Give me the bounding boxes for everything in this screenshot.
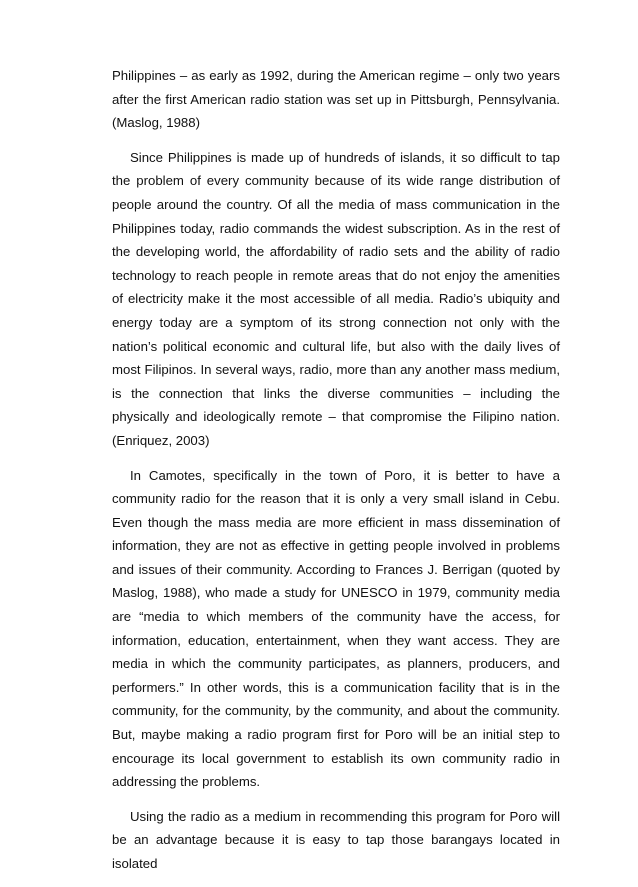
paragraph-using-the-radio: Using the radio as a medium in recommending this program for Poro will be an advantage because it is easy to tap those barangays located in isolated [112,808,560,871]
document-page [112,64,560,887]
paragraph-in-camotes: In Camotes, specifically in the town of Poro, it is better to have a community radio for the reason that it is only a very small island in Cebu. Even though the mass media are more efficient in mass dissemination of information, they are not as effective in getting people involved in problems and issues of their community. According to Frances J. Berrigan (quoted by Maslog, 1988), who made a study for UNESCO in 1979, community media are “media to which members of the community have the access, for information, education, entertainment, when they want access. They are media in which the community participates, as planners, producers, and performers.” In other words, this is a communication facility that is in the community, for the community, by the community, and about the community. But, maybe making a radio program first for Poro will be an initial step to encourage its local government to establish its own community radio in addressing the problems. [112,467,560,790]
paragraph-since-philippines: Since Philippines is made up of hundreds of islands, it so difficult to tap the problem of every community because of its wide range distribution of people around the country. Of all the media of mass communication in the Philippines today, radio commands the widest subscription. As in the rest of the developing world, the affordability of radio sets and the ability of radio technology to reach people in remote areas that do not enjoy the amenities of electricity make it the most accessible of all media. Radio’s ubiquity and energy today are a symptom of its strong connection not only with the nation’s political economic and cultural life, but also with the daily lives of most Filipinos. In several ways, radio, more than any another mass medium, is the connection that links the diverse communities – including the physically and ideologically remote – that compromise the Filipino nation. (Enriquez, 2003) [112,149,560,448]
paragraph-continuation: Philippines – as early as 1992, during the American regime – only two years after the first American radio station was set up in Pittsburgh, Pennsylvania. (Maslog, 1988) [112,68,560,131]
